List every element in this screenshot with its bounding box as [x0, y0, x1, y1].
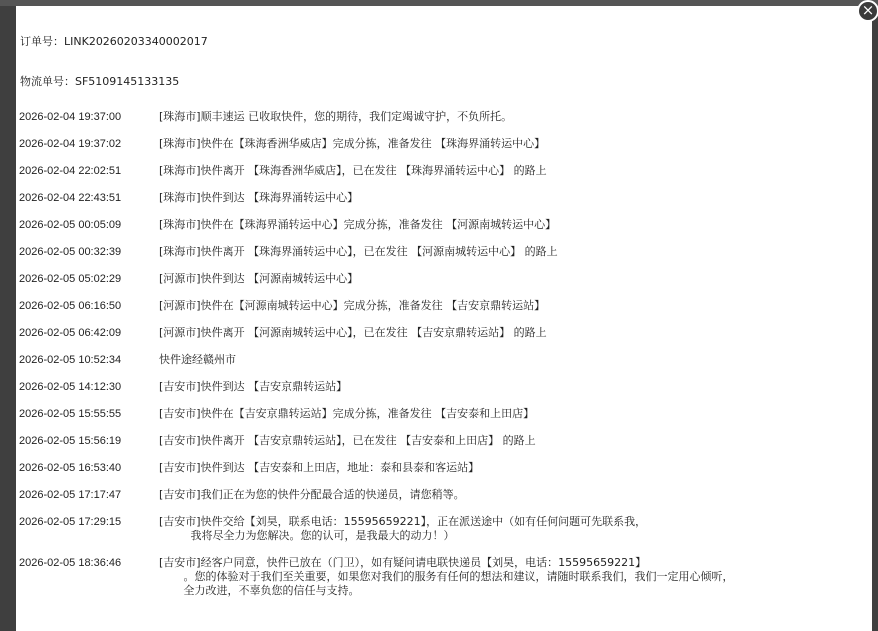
logistics-number-line: [20, 73, 179, 89]
tracking-description: [珠海市]快件在【珠海界涌转运中心】完成分拣，准备发往 【河源南城转运中心】: [159, 218, 557, 231]
tracking-row: [19, 407, 864, 421]
tracking-time: 2026-02-05 00:32:39: [19, 246, 122, 258]
tracking-time: 2026-02-05 10:52:34: [19, 354, 122, 366]
order-number-label: 订单号：: [20, 35, 64, 48]
tracking-row: [19, 245, 864, 259]
tracking-description: [珠海市]快件在【珠海香洲华威店】完成分拣，准备发往 【珠海界涌转运中心】: [159, 137, 546, 150]
logistics-number-label: 物流单号：: [20, 75, 75, 88]
tracking-description: [河源市]快件离开 【河源南城转运中心】，已在发往 【吉安京鼎转运站】 的路上: [159, 326, 547, 339]
tracking-time: 2026-02-04 22:02:51: [19, 165, 122, 177]
logistics-number-value: SF5109145133135: [75, 75, 180, 88]
logistics-modal: [16, 6, 872, 631]
tracking-list: [19, 110, 864, 611]
tracking-row: [19, 326, 864, 340]
tracking-time: 2026-02-05 17:17:47: [19, 489, 122, 501]
tracking-description: [珠海市]顺丰速运 已收取快件，您的期待，我们定竭诚守护，不负所托。: [159, 110, 513, 123]
tracking-description: [吉安市]经客户同意，快件已放在（门卫），如有疑问请电联快递员【刘昊，电话：15595659221】 。您的体验对于我们至关重要，如果您对我们的服务有任何的想法和建议，请随时联系我们，我们一定用心倾听， 全力改进，不辜负您的信任与支持。: [159, 556, 734, 597]
tracking-time: 2026-02-05 15:55:55: [19, 408, 122, 420]
tracking-description: [珠海市]快件离开 【珠海界涌转运中心】，已在发往 【河源南城转运中心】 的路上: [159, 245, 558, 258]
tracking-description: [珠海市]快件离开 【珠海香洲华威店】，已在发往 【珠海界涌转运中心】 的路上: [159, 164, 547, 177]
tracking-row: [19, 137, 864, 151]
tracking-time: 2026-02-05 18:36:46: [19, 557, 122, 569]
tracking-description: [河源市]快件在【河源南城转运中心】完成分拣，准备发往 【吉安京鼎转运站】: [159, 299, 546, 312]
tracking-row: [19, 218, 864, 232]
order-number-line: [20, 33, 208, 49]
tracking-row: [19, 353, 864, 367]
tracking-row: [19, 515, 864, 543]
tracking-description: [吉安市]我们正在为您的快件分配最合适的快递员，请您稍等。: [159, 488, 465, 501]
tracking-row: [19, 488, 864, 502]
tracking-time: 2026-02-05 06:16:50: [19, 300, 122, 312]
tracking-time: 2026-02-05 17:29:15: [19, 516, 122, 528]
tracking-row: [19, 556, 864, 598]
tracking-description: [河源市]快件到达 【河源南城转运中心】: [159, 272, 359, 285]
tracking-description: [吉安市]快件交给【刘昊，联系电话：15595659221】，正在派送途中（如有任何问题可先联系我， 我将尽全力为您解决。您的认可，是我最大的动力！）: [159, 515, 647, 542]
order-number-value: LINK20260203340002017: [64, 35, 208, 48]
tracking-row: [19, 461, 864, 475]
tracking-row: [19, 380, 864, 394]
tracking-description: [吉安市]快件离开 【吉安京鼎转运站】，已在发往 【吉安泰和上田店】 的路上: [159, 434, 536, 447]
tracking-description: [珠海市]快件到达 【珠海界涌转运中心】: [159, 191, 359, 204]
tracking-time: 2026-02-04 22:43:51: [19, 192, 122, 204]
tracking-description: [吉安市]快件在【吉安京鼎转运站】完成分拣，准备发往 【吉安泰和上田店】: [159, 407, 535, 420]
tracking-time: 2026-02-05 15:56:19: [19, 435, 122, 447]
tracking-time: 2026-02-05 00:05:09: [19, 219, 122, 231]
tracking-time: 2026-02-04 19:37:02: [19, 138, 122, 150]
close-icon: ×: [861, 1, 875, 19]
tracking-description: [吉安市]快件到达 【吉安京鼎转运站】: [159, 380, 348, 393]
tracking-description: 快件途经赣州市: [159, 353, 236, 366]
tracking-time: 2026-02-05 14:12:30: [19, 381, 122, 393]
tracking-time: 2026-02-05 16:53:40: [19, 462, 122, 474]
tracking-time: 2026-02-05 06:42:09: [19, 327, 122, 339]
tracking-row: [19, 434, 864, 448]
tracking-row: [19, 164, 864, 178]
close-button[interactable]: [857, 0, 878, 22]
tracking-row: [19, 191, 864, 205]
tracking-row: [19, 272, 864, 286]
tracking-row: [19, 110, 864, 124]
tracking-time: 2026-02-05 05:02:29: [19, 273, 122, 285]
tracking-description: [吉安市]快件到达 【吉安泰和上田店，地址：泰和县泰和客运站】: [159, 461, 480, 474]
tracking-time: 2026-02-04 19:37:00: [19, 111, 122, 123]
tracking-row: [19, 299, 864, 313]
